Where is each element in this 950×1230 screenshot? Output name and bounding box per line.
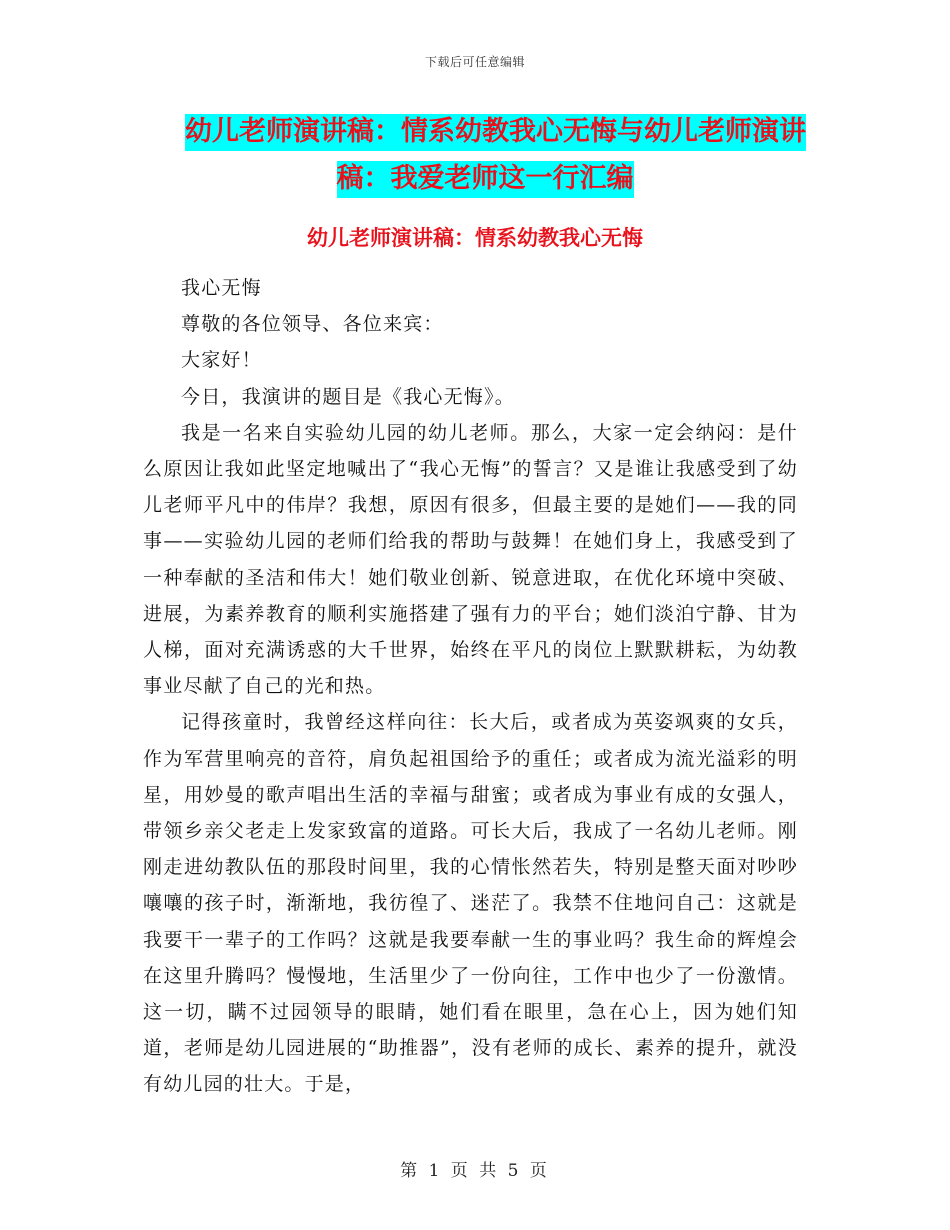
document-title-line-1: 幼儿老师演讲稿：情系幼教我心无悔与幼儿老师演讲 bbox=[185, 114, 806, 151]
paragraph: 今日，我演讲的题目是《我心无悔》。 bbox=[181, 385, 515, 408]
header-note: 下载后可任意编辑 bbox=[424, 55, 525, 69]
paragraph: 尊敬的各位领导、各位来宾： bbox=[181, 313, 444, 336]
section-title: 幼儿老师演讲稿：情系幼教我心无悔 bbox=[307, 226, 643, 250]
paragraph: 大家好！ bbox=[181, 349, 262, 372]
paragraph: 我是一名来自实验幼儿园的幼儿老师。那么，大家一定会纳闷：是什么原因让我如此坚定地喊出了“我心无悔”的誓言？又是谁让我感受到了幼儿老师平凡中的伟岸？我想，原因有很多，但最主要的是她们——我的同事——实验幼儿园的老师们给我的帮助与鼓舞！在她们身上，我感受到了一种奉献的圣洁和伟大！她们敬业创新、锐意进取，在优化环境中突破、进展，为素养教育的顺利实施搭建了强有力的平台；她们淡泊宁静、甘为人梯，面对充满诱惑的大千世界，始终在平凡的岗位上默默耕耘，为幼教事业尽献了自己的光和热。 bbox=[143, 421, 798, 698]
page-footer: 第 1 页 共 5 页 bbox=[400, 1161, 550, 1181]
body-text bbox=[143, 270, 798, 1103]
document-title-line-2: 稿：我爱老师这一行汇编 bbox=[337, 161, 634, 198]
paragraph: 记得孩童时，我曾经这样向往：长大后，或者成为英姿飒爽的女兵，作为军营里响亮的音符，肩负起祖国给予的重任；或者成为流光溢彩的明星，用妙曼的歌声唱出生活的幸福与甜蜜；或者成为事业有成的女强人，带领乡亲父老走上发家致富的道路。可长大后，我成了一名幼儿老师。刚刚走进幼教队伍的那段时间里，我的心情怅然若失，特别是整天面对吵吵嚷嚷的孩子时，渐渐地，我彷徨了、迷茫了。我禁不住地问自己：这就是我要干一辈子的工作吗？这就是我要奉献一生的事业吗？我生命的辉煌会在这里升腾吗？慢慢地，生活里少了一份向往，工作中也少了一份激情。这一切，瞒不过园领导的眼睛，她们看在眼里，急在心上，因为她们知道，老师是幼儿园进展的“助推器”，没有老师的成长、素养的提升，就没有幼儿园的壮大。于是， bbox=[143, 711, 798, 1096]
document-title bbox=[185, 108, 810, 202]
paragraph: 我心无悔 bbox=[181, 277, 262, 299]
